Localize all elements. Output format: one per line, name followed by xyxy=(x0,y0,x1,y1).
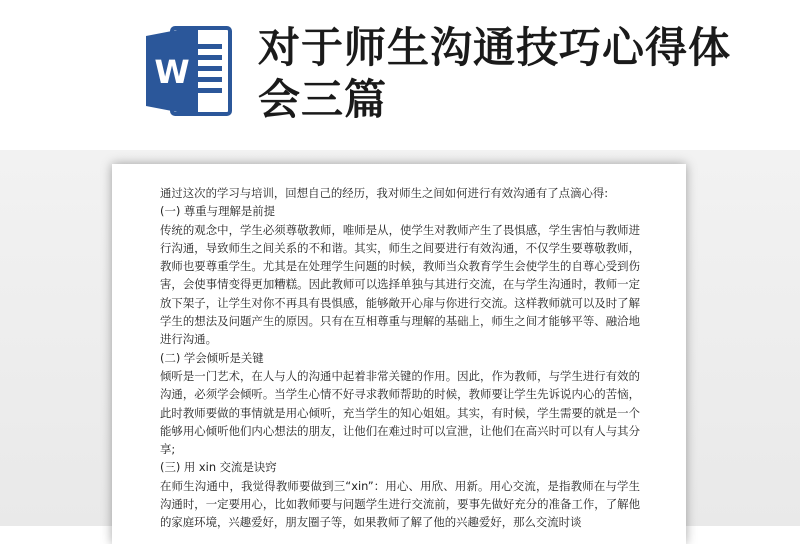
document-page xyxy=(112,164,686,544)
section-heading-1: (一) 尊重与理解是前提 xyxy=(160,204,276,219)
section-paragraph-2: 倾听是一门艺术，在人与人的沟通中起着非常关键的作用。因此，作为教师，与学生进行有效的沟通，必须学会倾听。当学生心情不好寻求教师帮助的时候，教师要让学生先诉说内心的苦恼，此时教师要做的事情就是用心倾听，充当学生的知心姐姐。其实，有时候，学生需要的就是一个能够用心倾听他们内心想法的朋友，让他们在难过时可以宣泄，让他们在高兴时可以有人与其分享; xyxy=(160,368,640,457)
section-heading-2: (二) 学会倾听是关键 xyxy=(160,350,264,365)
section-paragraph-1: 传统的观念中，学生必须尊敬教师，唯师是从，使学生对教师产生了畏惧感，学生害怕与教师进行沟通，导致师生之间关系的不和谐。其实，师生之间要进行有效沟通，不仅学生要尊敬教师，教师也要尊重学生。尤其是在处理学生问题的时候，教师当众教育学生会使学生的自尊心受到伤害，会使事情变得更加糟糕。因此教师可以选择单独与其进行交流，在与学生沟通时，教师一定放下架子，让学生对你不再具有畏惧感，能够敞开心扉与你进行交流。这样教师就可以及时了解学生的想法及问题产生的原因。只有在互相尊重与理解的基础上，师生之间才能够平等、融洽地进行沟通。 xyxy=(160,222,640,347)
section-paragraph-3: 在师生沟通中，我觉得教师要做到三“xin”：用心、用欣、用新。用心交流，是指教师在与学生沟通时，一定要用心，比如教师要与问题学生进行交流前，要事先做好充分的准备工作，了解他的家庭环境，兴趣爱好，朋友圈子等，如果教师了解了他的兴趣爱好，那么交流时谈 xyxy=(160,478,640,530)
word-document-icon xyxy=(142,22,234,120)
intro-paragraph: 通过这次的学习与培训，回想自己的经历，我对师生之间如何进行有效沟通有了点滴心得: xyxy=(160,186,609,200)
document-body xyxy=(160,184,640,532)
section-heading-3: (三) 用 xin 交流是诀窍 xyxy=(160,460,277,475)
word-icon-letter: W xyxy=(154,53,190,91)
header-banner xyxy=(0,0,800,150)
document-title: 对于师生沟通技巧心得体会三篇 xyxy=(258,23,732,124)
